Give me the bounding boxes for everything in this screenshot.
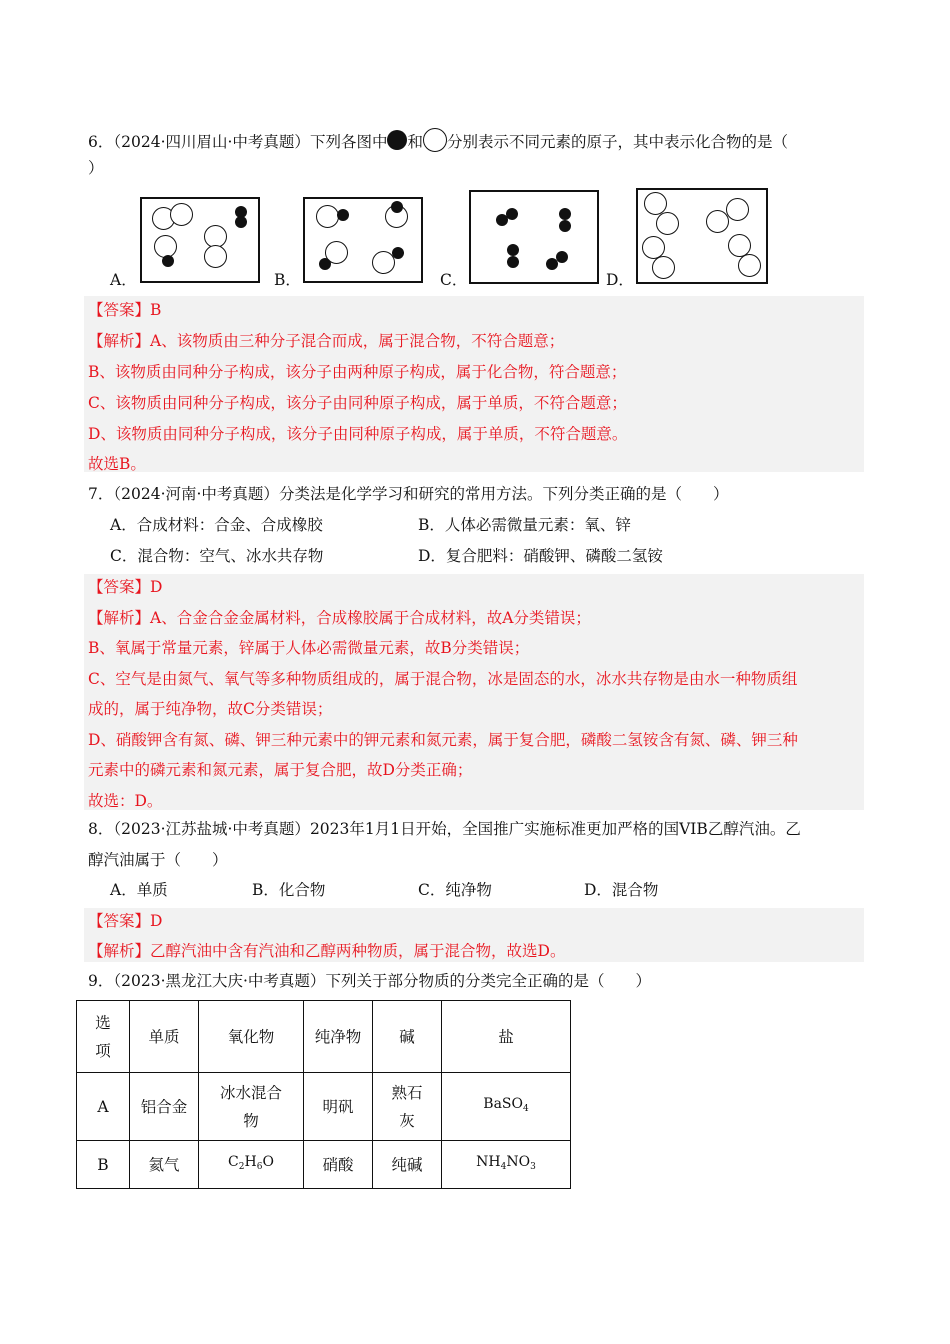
black-atom	[507, 244, 519, 256]
table-header-cell: 选 项	[77, 1001, 130, 1073]
black-atom	[559, 208, 571, 220]
table-row	[77, 1073, 571, 1141]
black-atom	[391, 201, 403, 213]
q6-answer-block	[84, 296, 864, 472]
q8-source: （2023·江苏盐城·中考真题）	[113, 820, 310, 838]
q7-source: （2024·河南·中考真题）	[113, 485, 279, 503]
q9-source: （2023·黑龙江大庆·中考真题）	[113, 972, 326, 990]
q6-option-b-diagram	[303, 197, 423, 283]
q6-analysis-line: 【解析】A、该物质由三种分子混合而成，属于混合物，不符合题意；	[88, 332, 565, 350]
table-cell: BaSO$_4$	[442, 1073, 571, 1141]
table-row	[77, 1141, 571, 1189]
white-atom	[316, 205, 339, 228]
black-atom	[235, 216, 247, 228]
q7-option-a: A．合成材料：合金、合成橡胶	[110, 516, 323, 534]
table-header-row	[77, 1001, 571, 1073]
black-atom-icon	[387, 130, 407, 150]
white-atom	[170, 203, 193, 226]
q8-option-d: D．混合物	[584, 881, 659, 899]
q6-analysis-line: D、该物质由同种分子构成，该分子由同种原子构成，属于单质，不符合题意。	[88, 425, 628, 443]
q7-stem: 7．（2024·河南·中考真题）分类法是化学学习和研究的常用方法。下列分类正确的是（ ）	[88, 485, 729, 503]
q6-option-b-label: B．	[274, 271, 301, 289]
table-cell: $NH_4NO_3$	[442, 1141, 571, 1189]
q8-option-b: B．化合物	[252, 881, 326, 899]
black-atom	[507, 256, 519, 268]
q9-number: 9．	[88, 972, 114, 990]
black-atom	[556, 251, 568, 263]
q7-option-c: C．混合物：空气、冰水共存物	[110, 547, 324, 565]
q6-conclusion: 故选B。	[88, 455, 146, 473]
q7-analysis-line: C、空气是由氮气、氧气等多种物质组成的，属于混合物，冰是固态的水，冰水共存物是由水一种物质组	[88, 670, 798, 688]
q6-analysis-line: C、该物质由同种分子构成，该分子由同种原子构成，属于单质，不符合题意；	[88, 394, 627, 412]
white-atom	[652, 256, 675, 279]
table-cell: 熟石 灰	[373, 1073, 442, 1141]
q6-analysis-line: B、该物质由同种分子构成，该分子由两种原子构成，属于化合物，符合题意；	[88, 363, 627, 381]
q6-option-c-diagram	[469, 190, 599, 284]
table-header-cell: 单质	[130, 1001, 199, 1073]
table-header-cell: 氧化物	[199, 1001, 304, 1073]
q7-analysis-line: B、氧属于常量元素，锌属于人体必需微量元素，故B分类错误；	[88, 639, 530, 657]
q9-table	[76, 1000, 571, 1189]
table-cell: B	[77, 1141, 130, 1189]
black-atom	[392, 247, 404, 259]
table-cell: 明矾	[304, 1073, 373, 1141]
q6-option-c-label: C．	[440, 271, 468, 289]
q7-conclusion: 故选：D。	[88, 792, 163, 810]
q6-stem: 6．（2024·四川眉山·中考真题）下列各图中 和 分别表示不同元素的原子，其中表示化合物的是（	[88, 128, 788, 150]
q8-analysis-line: 【解析】乙醇汽油中含有汽油和乙醇两种物质，属于混合物，故选D。	[88, 942, 566, 960]
q6-source: （2024·四川眉山·中考真题）	[113, 133, 310, 151]
q7-analysis-line: 元素中的磷元素和氮元素，属于复合肥，故D分类正确；	[88, 761, 473, 779]
table-header-cell: 盐	[442, 1001, 571, 1073]
q6-number: 6．	[88, 133, 114, 151]
q6-option-d-label: D．	[606, 271, 634, 289]
white-atom	[738, 254, 761, 277]
q8-option-c: C．纯净物	[418, 881, 492, 899]
white-atom	[726, 198, 749, 221]
black-atom	[319, 258, 331, 270]
white-atom	[706, 210, 729, 233]
table-header-cell: 碱	[373, 1001, 442, 1073]
q7-analysis-line: 成的，属于纯净物，故C分类错误；	[88, 700, 333, 718]
q6-option-a-diagram	[140, 197, 260, 283]
table-cell: $C_2H_6O$	[199, 1141, 304, 1189]
q6-answer: 【答案】B	[88, 301, 162, 319]
q9-stem: 9．（2023·黑龙江大庆·中考真题）下列关于部分物质的分类完全正确的是（ ）	[88, 972, 651, 990]
q6-option-a-label: A．	[110, 271, 137, 289]
table-cell: 纯碱	[373, 1141, 442, 1189]
q7-answer: 【答案】D	[88, 578, 163, 596]
table-cell: 冰水混合 物	[199, 1073, 304, 1141]
table-cell: A	[77, 1073, 130, 1141]
table-cell: 铝合金	[130, 1073, 199, 1141]
q8-stem: 8．（2023·江苏盐城·中考真题）2023年1月1日开始，全国推广实施标准更加严格的国VIB乙醇汽油。乙	[88, 820, 801, 838]
q7-analysis-line: D、硝酸钾含有氮、磷、钾三种元素中的钾元素和氮元素，属于复合肥，磷酸二氢铵含有氮、磷、钾三种	[88, 731, 798, 749]
white-atom-icon	[423, 128, 447, 152]
black-atom	[559, 220, 571, 232]
q7-number: 7．	[88, 485, 114, 503]
q8-stem-cont: 醇汽油属于（ ）	[88, 851, 228, 869]
q8-option-a: A．单质	[110, 881, 168, 899]
black-atom	[506, 208, 518, 220]
q7-analysis-line: 【解析】A、合金合金金属材料，合成橡胶属于合成材料，故A分类错误；	[88, 609, 591, 627]
black-atom	[162, 255, 174, 267]
table-cell: 氦气	[130, 1141, 199, 1189]
q7-option-b: B．人体必需微量元素：氧、锌	[418, 516, 631, 534]
table-header-cell: 纯净物	[304, 1001, 373, 1073]
black-atom	[337, 209, 349, 221]
white-atom	[204, 245, 227, 268]
q7-option-d: D．复合肥料：硝酸钾、磷酸二氢铵	[418, 547, 663, 565]
table-cell: 硝酸	[304, 1141, 373, 1189]
q6-option-d-diagram	[636, 188, 768, 284]
q6-stem-close: ）	[88, 159, 104, 177]
q8-answer: 【答案】D	[88, 912, 163, 930]
q8-number: 8．	[88, 820, 114, 838]
white-atom	[656, 212, 679, 235]
